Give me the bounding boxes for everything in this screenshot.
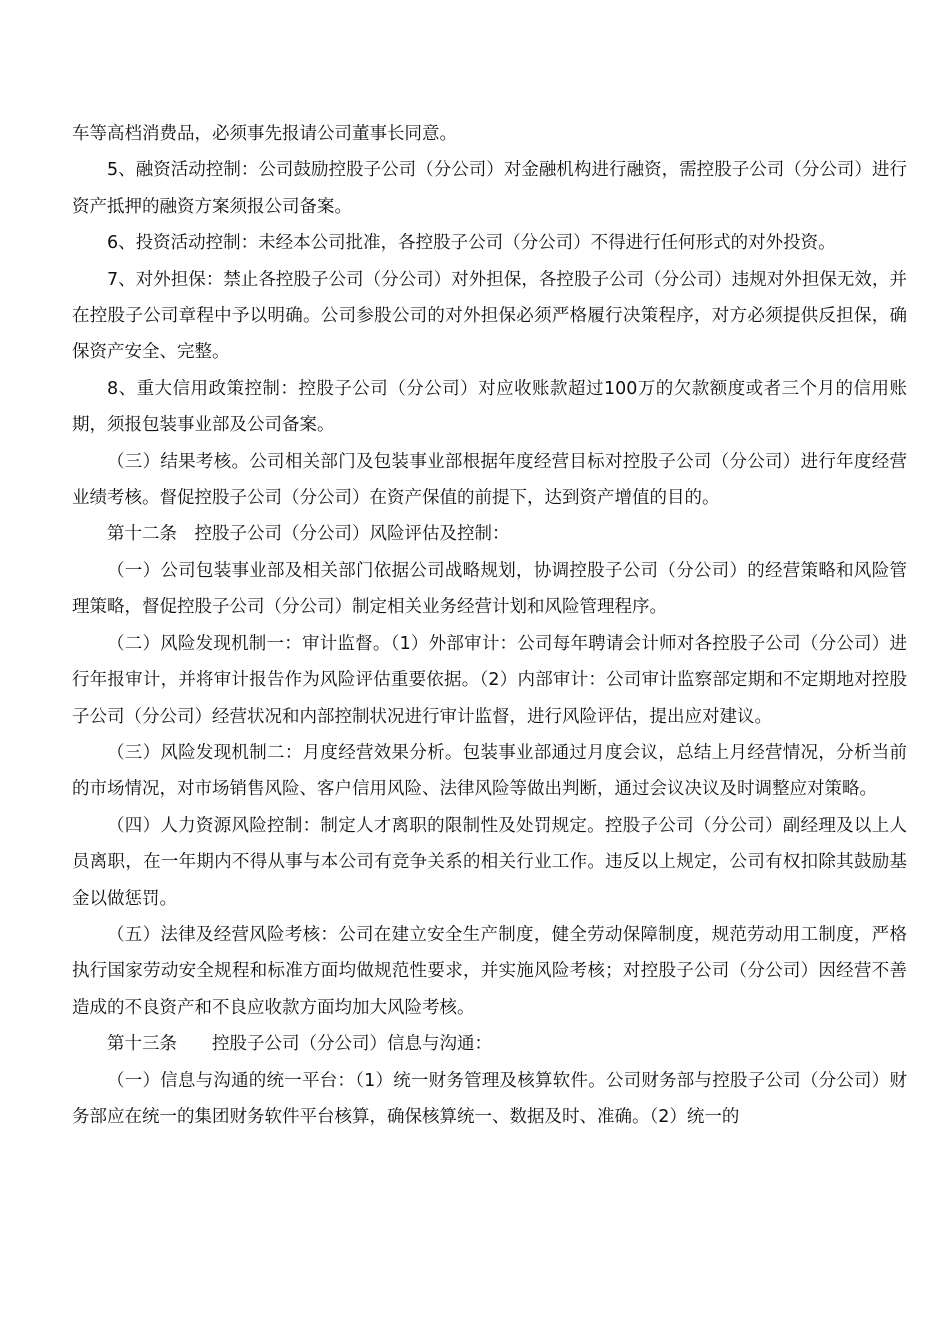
paragraph-legal-risk-assessment: （五）法律及经营风险考核：公司在建立安全生产制度，健全劳动保障制度，规范劳动用工制度，严格执行国家劳动安全规程和标准方面均做规范性要求，并实施风险考核；对控股子公司（分公司）因经营不善造成的不良资产和不良应收款方面均加大风险考核。 — [72, 924, 907, 1018]
paragraph-risk-strategy: （一）公司包装事业部及相关部门依据公司战略规划，协调控股子公司（分公司）的经营策略和风险管理策略，督促控股子公司（分公司）制定相关业务经营计划和风险管理程序。 — [72, 560, 907, 618]
paragraph-monthly-analysis: （三）风险发现机制二：月度经营效果分析。包装事业部通过月度会议，总结上月经营情况，分析当前的市场情况，对市场销售风险、客户信用风险、法律风险等做出判断，通过会议决议及时调整应对策略。 — [72, 742, 907, 800]
paragraph-continuation: 车等高档消费品，必须事先报请公司董事长同意。 — [72, 124, 457, 144]
paragraph-unified-platform: （一）信息与沟通的统一平台：（1）统一财务管理及核算软件。公司财务部与控股子公司（分公司）财务部应在统一的集团财务软件平台核算，确保核算统一、数据及时、准确。（2）统一的 — [72, 1070, 907, 1127]
paragraph-financing-control: 5、融资活动控制：公司鼓励控股子公司（分公司）对金融机构进行融资，需控股子公司（分公司）进行资产抵押的融资方案须报公司备案。 — [72, 160, 907, 217]
article-12-heading: 第十二条 控股子公司（分公司）风险评估及控制： — [107, 524, 510, 545]
paragraph-result-assessment: （三）结果考核。公司相关部门及包装事业部根据年度经营目标对控股子公司（分公司）进行年度经营业绩考核。督促控股子公司（分公司）在资产保值的前提下，达到资产增值的目的。 — [72, 451, 907, 509]
paragraph-external-guarantee: 7、对外担保：禁止各控股子公司（分公司）对外担保，各控股子公司（分公司）违规对外担保无效，并在控股子公司章程中予以明确。公司参股公司的对外担保必须严格履行决策程序，对方必须提供反担保，确保资产安全、完整。 — [72, 269, 907, 363]
paragraph-audit-supervision: （二）风险发现机制一：审计监督。（1）外部审计：公司每年聘请会计师对各控股子公司（分公司）进行年报审计，并将审计报告作为风险评估重要依据。（2）内部审计：公司审计监察部定期和不定期地对控股子公司（分公司）经营状况和内部控制状况进行审计监督，进行风险评估，提出应对建议。 — [72, 633, 907, 727]
paragraph-credit-policy-control: 8、重大信用政策控制：控股子公司（分公司）对应收账款超过100万的欠款额度或者三个月的信用账期，须报包装事业部及公司备案。 — [72, 378, 907, 436]
paragraph-hr-risk-control: （四）人力资源风险控制：制定人才离职的限制性及处罚规定。控股子公司（分公司）副经理及以上人员离职，在一年期内不得从事与本公司有竞争关系的相关行业工作。违反以上规定，公司有权扣除其鼓励基金以做惩罚。 — [72, 815, 907, 909]
article-13-heading: 第十三条 控股子公司（分公司）信息与沟通： — [107, 1034, 492, 1055]
document-body — [72, 116, 907, 1135]
paragraph-investment-control: 6、投资活动控制：未经本公司批准，各控股子公司（分公司）不得进行任何形式的对外投资。 — [107, 233, 836, 254]
